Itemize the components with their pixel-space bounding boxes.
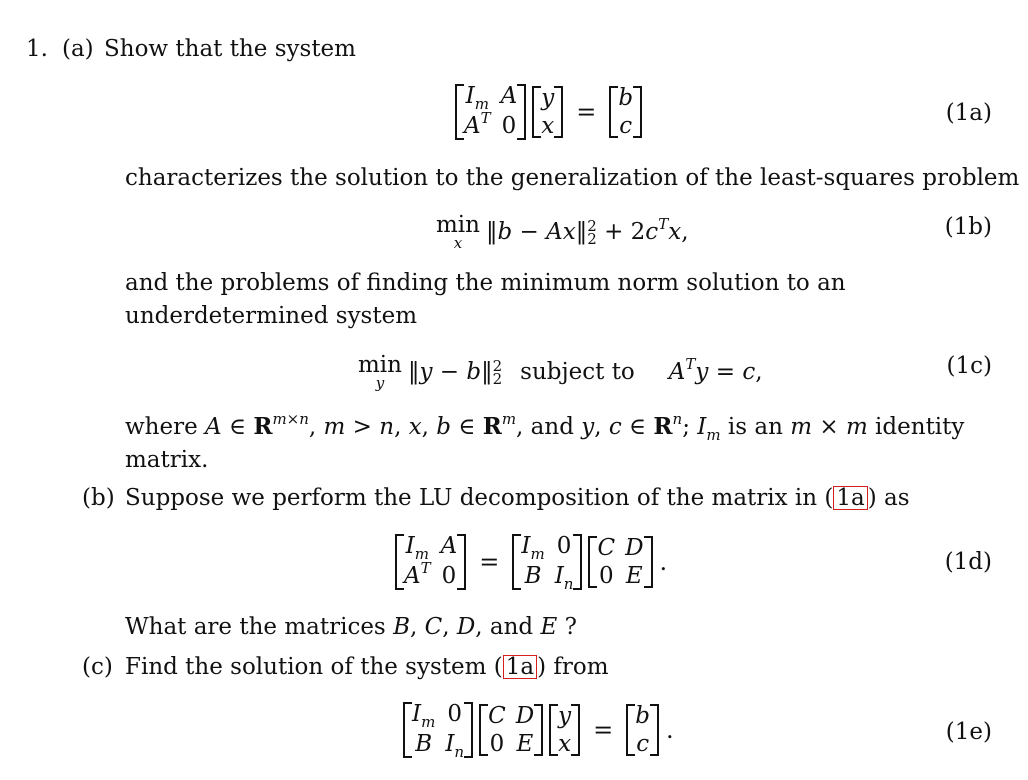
equation-1a: $I_m$ A $A^T$ 0 y x = b c xyxy=(452,82,645,142)
eq-tag-1c: (1c) xyxy=(946,353,992,379)
part-b-label: (b) xyxy=(82,485,115,511)
eq-tag-1a: (1a) xyxy=(945,100,992,126)
eq-tag-1e: (1e) xyxy=(945,719,992,745)
where-line2: matrix. xyxy=(125,447,209,473)
eq-tag-1d: (1d) xyxy=(944,549,992,575)
part-a-label: (a) xyxy=(62,36,94,62)
ref-1a-link[interactable]: 1a xyxy=(833,486,867,510)
equation-1c: min y ‖y − b‖ 2 2 subject to $A^Ty = c$, xyxy=(358,352,763,392)
part-c-label: (c) xyxy=(82,654,113,680)
vector-bc: b c xyxy=(609,84,642,140)
part-b-text: Suppose we perform the LU decomposition of the matrix in ( 1a ) as xyxy=(125,485,910,511)
part-b-question: What are the matrices B, C, D, and E ? xyxy=(125,614,577,640)
block-matrix: $I_m$ A $A^T$ 0 xyxy=(455,82,526,142)
text-characterizes: characterizes the solution to the generalization of the least-squares problem xyxy=(125,165,1020,191)
equation-1e: $I_m$ 0 B $I_n$ C D 0 E y x = b c . xyxy=(400,700,678,760)
part-a-intro: Show that the system xyxy=(104,36,356,62)
where-line1: where A ∈ $R^{m\times n}$, m > n, x, b ∈ $R^m$, and y, c ∈ $R^n$; $I_m$ is an m × m identity xyxy=(125,410,965,444)
problem-number: 1. xyxy=(26,36,48,62)
ref-1a-link[interactable]: 1a xyxy=(503,655,537,679)
vector-yx: y x xyxy=(532,84,563,140)
part-c-text: Find the solution of the system ( 1a ) from xyxy=(125,654,609,680)
equation-1d: $I_m$ A $A^T$ 0 = $I_m$ 0 B $I_n$ C D 0 E . xyxy=(392,532,671,592)
eq-tag-1b: (1b) xyxy=(944,214,992,240)
text-and-line2: underdetermined system xyxy=(125,303,418,329)
text-and-line1: and the problems of finding the minimum norm solution to an xyxy=(125,270,846,296)
equation-1b: min x ‖b − Ax‖ 2 2 + $2c^Tx$, xyxy=(436,212,689,252)
